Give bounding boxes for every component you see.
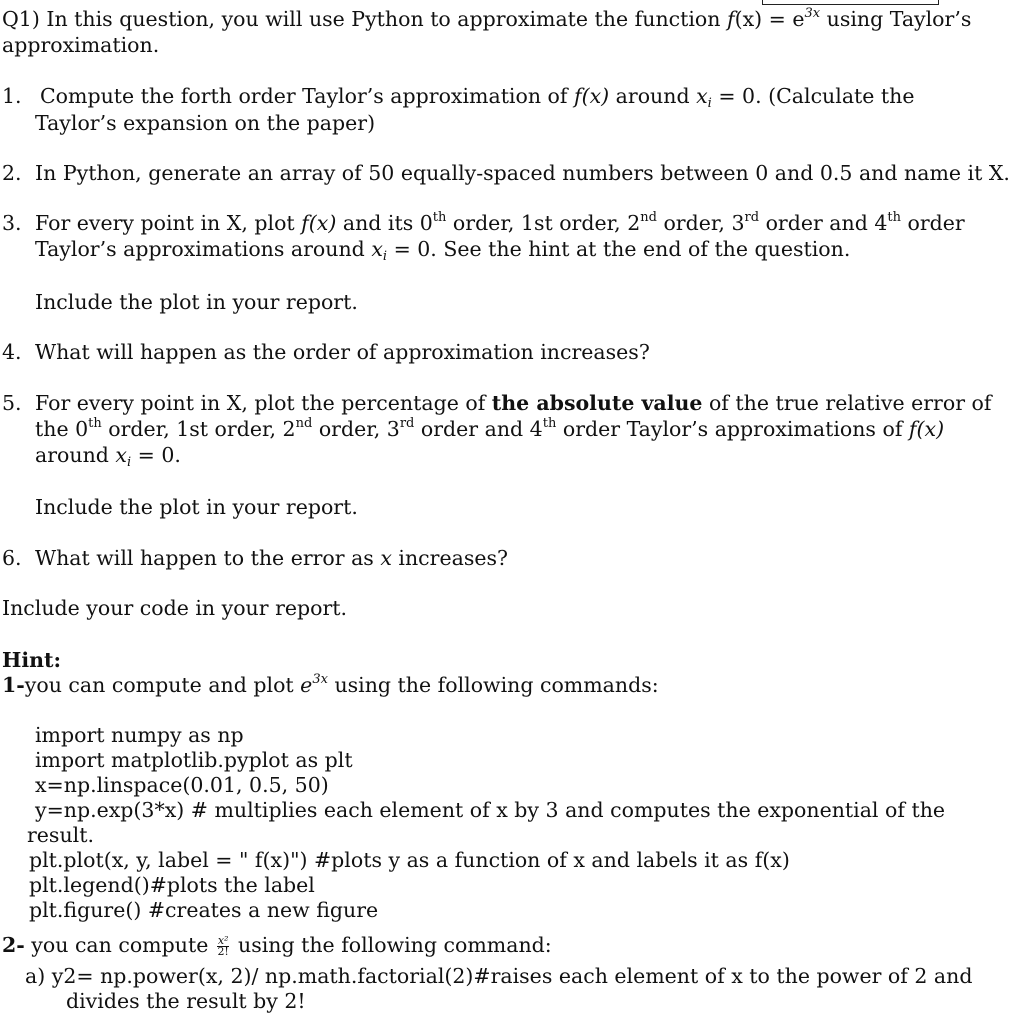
hint-1: 1-you can compute and plot $e^{3x}$ using the following commands: xyxy=(2,672,659,697)
code-line-4: y=np.exp(3*x) # multiplies each element of x by 3 and computes the exponential of the xyxy=(35,798,946,822)
hint-title: Hint: xyxy=(2,648,62,672)
hint-2: 2- you can compute $\frac{\text{x²}}{2!}$ using the following command: xyxy=(2,933,552,958)
hint-2-a-line2: divides the result by 2! xyxy=(66,989,306,1013)
item-4-number: 4. xyxy=(2,340,22,364)
item-6-text: What will happen to the error as x increases? xyxy=(35,546,508,570)
item-3-text-line2: Taylor’s approximations around $x_i = 0$. See the hint at the end of the question. xyxy=(35,237,851,264)
item-5-number: 5. xyxy=(2,391,22,415)
item-4-text: What will happen as the order of approximation increases? xyxy=(35,340,650,364)
code-line-6: plt.plot(x, y, label = " f(x)") #plots y as a function of x and labels it as f(x) xyxy=(29,848,790,872)
item-6-number: 6. xyxy=(2,546,22,570)
code-line-2: import matplotlib.pyplot as plt xyxy=(35,748,353,772)
item-3-number: 3. xyxy=(2,211,22,235)
item-2-text: In Python, generate an array of 50 equally-spaced numbers between 0 and 0.5 and name it X. xyxy=(35,161,1010,185)
code-line-8: plt.figure() #creates a new figure xyxy=(29,898,379,922)
item-1-number: 1. xyxy=(2,84,22,108)
code-line-5: result. xyxy=(27,823,94,847)
item-5-text-line2: the 0th order, 1st order, 2nd order, 3rd order and 4th order Taylor’s approximations of f(x) xyxy=(35,416,945,441)
item-3-text: For every point in X, plot f(x) and its 0th order, 1st order, 2nd order, 3rd order and 4th order xyxy=(35,210,965,235)
hint-2-a: a) y2= np.power(x, 2)/ np.math.factorial(2)#raises each element of x to the power of 2 and xyxy=(25,964,973,988)
include-code-note: Include your code in your report. xyxy=(2,596,348,620)
question-intro-line2: approximation. xyxy=(2,33,160,57)
item-1-text-line2: Taylor’s expansion on the paper) xyxy=(35,111,376,135)
top-box-border xyxy=(762,0,939,5)
item-2-number: 2. xyxy=(2,161,22,185)
item-5-text-line3: around $x_i = 0$. xyxy=(35,443,181,470)
item-1-text: Compute the forth order Taylor’s approximation of f(x) around $x_i = 0$. (Calculate the xyxy=(40,84,915,111)
code-line-1: import numpy as np xyxy=(35,723,244,747)
item-3-include-plot: Include the plot in your report. xyxy=(35,290,358,314)
code-line-3: x=np.linspace(0.01, 0.5, 50) xyxy=(35,773,329,797)
code-line-7: plt.legend()#plots the label xyxy=(29,873,315,897)
x-squared-over-2-factorial: $\frac{\text{x²}}{2!}$ xyxy=(217,934,229,958)
question-intro: Q1) In this question, you will use Python to approximate the function $f(x) = e^{3x}$ using Taylor’s xyxy=(2,6,972,31)
item-5-text: For every point in X, plot the percentage of the absolute value of the true relative error of xyxy=(35,391,992,415)
item-5-include-plot: Include the plot in your report. xyxy=(35,495,358,519)
